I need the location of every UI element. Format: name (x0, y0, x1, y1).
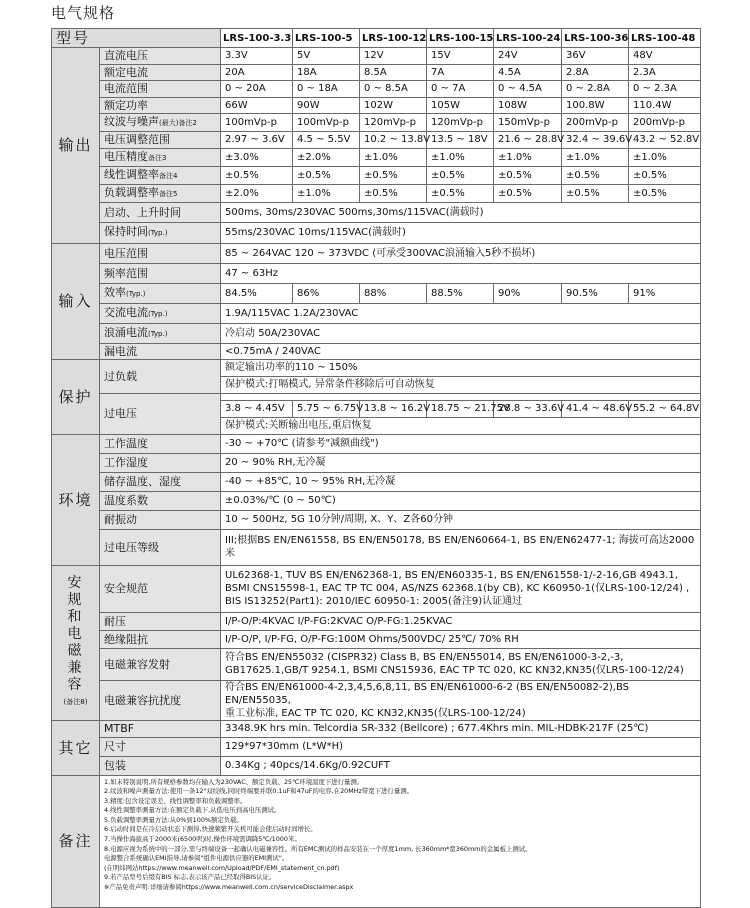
value-cell: ±1.0% (629, 148, 701, 166)
value-cell: 保护模式:关断输出电压,重启恢复 (221, 417, 701, 434)
row-label-cell (100, 263, 221, 283)
value-cell: 88% (360, 283, 427, 303)
row-label: 线性调整率 (104, 167, 159, 181)
value-cell: 2.8A (562, 64, 629, 81)
row-label-cell (100, 184, 221, 202)
category-label: 输入 (52, 243, 100, 359)
row-label-cell (100, 630, 221, 648)
row-label: 耐振动 (104, 513, 137, 526)
value-cell: -40 ~ +85℃, 10 ~ 95% RH,无冷凝 (221, 472, 701, 491)
value-cell: 91% (629, 283, 701, 303)
row-label-cell (100, 48, 221, 65)
row-label-cell (100, 202, 221, 223)
value-cell: 47 ~ 63Hz (221, 263, 701, 283)
value-cell: 10 ~ 500Hz, 5G 10分钟/周期, X、Y、Z各60分钟 (221, 510, 701, 529)
note-line: (在明纬网站https://www.meanwell.com/Upload/PDF/EMI_statement_cn.pdf) (104, 863, 340, 872)
value-cell: 2.3A (629, 64, 701, 81)
row-label: 电磁兼容发射 (104, 657, 170, 671)
model-name: LRS-100-36 (562, 29, 629, 48)
table-row (52, 263, 701, 283)
row-label-cell (100, 756, 221, 775)
value-cell: 5.75 ~ 6.75V (293, 400, 360, 417)
row-label: 电流范围 (104, 82, 148, 96)
row-label-cell (100, 81, 221, 98)
text-line: BIS IS13252(Part1): 2010/IEC 60950-1: 2005(备注9)认证通过 (225, 596, 523, 607)
value-cell: 3.3V (221, 48, 293, 65)
row-label-cell (100, 472, 221, 491)
table-row (52, 343, 701, 359)
spec-table (51, 28, 701, 908)
value-cell: ±1.0% (293, 184, 360, 202)
note-line: 4.线性调整率测量方法:在额定负载下,从低电压到高电压测试。 (104, 806, 281, 815)
text-line: 符合BS EN/EN61000-4-2,3,4,5,6,8,11, BS EN/EN61000-6-2 (BS EN/EN50082-2),BS EN/EN55035, (225, 681, 629, 706)
row-label-cell (100, 648, 221, 680)
value-cell: ±0.5% (494, 184, 562, 202)
value-cell: ±0.5% (562, 166, 629, 184)
value-cell: III;根据BS EN/EN61558, BS EN/EN50178, BS EN/EN60664-1, BS EN/EN62477-1; 海拔可高达2000米 (221, 529, 701, 565)
category-label: 输出 (52, 48, 100, 244)
value-cell: 100mVp-p (221, 114, 293, 132)
value-cell: 88.5% (427, 283, 494, 303)
row-label-cell (100, 434, 221, 453)
table-row (52, 720, 701, 737)
value-cell: 0 ~ 8.5A (360, 81, 427, 98)
text-line: UL62368-1, TUV BS EN/EN62368-1, BS EN/EN60335-1, BS EN/EN61558-1/-2-16,GB 4943.1, (225, 570, 678, 581)
table-row (52, 472, 701, 491)
row-label-cell (100, 393, 221, 434)
note-line: 9.若产品型号后缀有BIS 标志,表示该产品已经取得BIS认证。 (104, 873, 276, 882)
table-row (52, 737, 701, 756)
row-label-cell (100, 283, 221, 303)
row-label-cell (100, 166, 221, 184)
table-row (52, 359, 701, 376)
value-cell: 8.5A (360, 64, 427, 81)
model-name: LRS-100-48 (629, 29, 701, 48)
table-row (52, 630, 701, 648)
value-cell: 48V (629, 48, 701, 65)
value-cell: 保护模式:打嗝模式, 异常条件移除后可自动恢复 (221, 376, 701, 393)
row-label-cell (100, 243, 221, 263)
row-label: 耐压 (104, 614, 126, 628)
value-cell: 4.5A (494, 64, 562, 81)
value-cell: 12V (360, 48, 427, 65)
value-cell: ±0.5% (427, 166, 494, 184)
table-row (52, 97, 701, 114)
value-cell: ±0.5% (629, 184, 701, 202)
value-cell: 24V (494, 48, 562, 65)
value-cell: 84.5% (221, 283, 293, 303)
value-cell: 129*97*30mm (L*W*H) (221, 737, 701, 756)
value-cell: 102W (360, 97, 427, 114)
table-row (52, 323, 701, 343)
value-cell: 105W (427, 97, 494, 114)
row-label: 过负载 (104, 369, 137, 383)
row-label: 漏电流 (104, 344, 137, 358)
table-row (52, 48, 701, 65)
value-cell: ±0.5% (360, 166, 427, 184)
row-label-note: (Typ.) (126, 289, 146, 298)
value-cell: ±3.0% (221, 148, 293, 166)
row-label: 安全规范 (104, 582, 148, 595)
category-label: 其它 (52, 720, 100, 775)
row-label: 电压调整范围 (104, 133, 170, 147)
value-cell: 108W (494, 97, 562, 114)
value-cell: 120mVp-p (427, 114, 494, 132)
value-cell: ±1.0% (562, 148, 629, 166)
value-cell: 21.6 ~ 28.8V (494, 132, 562, 149)
row-label-cell (100, 97, 221, 114)
row-label-cell (100, 612, 221, 630)
note-line: 8.电源应视为系统中的一部分,需与终端设备一起确认电磁兼容性。所有EMC测试的样品安装在一个厚度1mm, 长360mm*宽360mm的金属板上测试。 (104, 844, 532, 853)
value-cell: 90.5% (562, 283, 629, 303)
value-cell: ±0.5% (293, 166, 360, 184)
value-cell: 5V (293, 48, 360, 65)
value-cell: 500ms, 30ms/230VAC 500ms,30ms/115VAC(满载时) (221, 202, 701, 223)
row-label: 启动、上升时间 (104, 205, 181, 219)
value-cell: I/P-O/P, I/P-FG, O/P-FG:100M Ohms/500VDC/ 25℃/ 70% RH (221, 630, 701, 648)
table-row (52, 453, 701, 472)
table-row (52, 243, 701, 263)
row-label-cell (100, 529, 221, 565)
value-cell: 200mVp-p (629, 114, 701, 132)
table-row (52, 184, 701, 202)
row-label-cell (100, 453, 221, 472)
value-cell: ±0.5% (629, 166, 701, 184)
row-label: 电压范围 (104, 246, 148, 260)
value-cell: 7A (427, 64, 494, 81)
value-cell: 13.8 ~ 16.2V (360, 400, 427, 417)
row-label-cell (100, 510, 221, 529)
value-cell: 36V (562, 48, 629, 65)
table-row (52, 680, 701, 720)
table-row (52, 510, 701, 529)
value-cell: ±0.5% (494, 166, 562, 184)
value-cell: 100mVp-p (293, 114, 360, 132)
row-label: 电压精度 (104, 149, 148, 163)
value-cell: 20A (221, 64, 293, 81)
category-note: (备注8) (63, 697, 88, 706)
model-name: LRS-100-24 (494, 29, 562, 48)
value-cell: 0 ~ 2.8A (562, 81, 629, 98)
table-row (52, 148, 701, 166)
row-label: 包装 (104, 759, 126, 772)
model-name: LRS-100-15 (427, 29, 494, 48)
row-label-cell (100, 114, 221, 132)
value-cell: 66W (221, 97, 293, 114)
model-name: LRS-100-12 (360, 29, 427, 48)
value-cell: 28.8 ~ 33.6V (494, 400, 562, 417)
value-cell: 0 ~ 18A (293, 81, 360, 98)
value-cell: 43.2 ~ 52.8V (629, 132, 701, 149)
row-label-cell (100, 343, 221, 359)
row-label: 储存温度、湿度 (104, 475, 181, 488)
text-line: 符合BS EN/EN55032 (CISPR32) Class B, BS EN/EN55014, BS EN/EN61000-3-2,-3, (225, 652, 624, 663)
table-row (52, 132, 701, 149)
page-title: 电气规格 (51, 4, 116, 22)
table-row (52, 223, 701, 244)
table-row (52, 612, 701, 630)
category-label: 备注 (52, 775, 100, 907)
row-label-note: (Typ.) (148, 309, 168, 318)
value-cell: 额定输出功率的110 ~ 150% (221, 359, 701, 376)
value-cell: ±1.0% (427, 148, 494, 166)
value-cell: 32.4 ~ 39.6V (562, 132, 629, 149)
value-cell: 110.4W (629, 97, 701, 114)
value-cell: 1.9A/115VAC 1.2A/230VAC (221, 303, 701, 323)
row-label: 直流电压 (104, 49, 148, 63)
value-cell: 3.8 ~ 4.45V (221, 400, 293, 417)
note-line: 2.纹波和噪声测量方法:使用一条12"双绞线,同时终端要并联0.1uF和47uF的电容,在20MHz带宽下进行量测。 (104, 787, 413, 796)
value-cell: ±0.5% (562, 184, 629, 202)
table-row (52, 775, 701, 907)
note-line: 6.启动时间是在冷启动状态下测得,快速频繁开关机可能会使启动时间增长。 (104, 825, 317, 834)
value-cell: ±2.0% (221, 184, 293, 202)
row-label: 工作温度 (104, 437, 148, 450)
value-cell: ±2.0% (293, 148, 360, 166)
value-cell (221, 565, 701, 612)
row-label: 额定电流 (104, 65, 148, 79)
row-label: 负载调整率 (104, 185, 159, 199)
value-cell: ±1.0% (494, 148, 562, 166)
row-label-cell (100, 680, 221, 720)
row-label-cell (100, 323, 221, 343)
row-label-note: 备注4 (159, 171, 178, 180)
value-cell: 0 ~ 4.5A (494, 81, 562, 98)
value-cell: 100.8W (562, 97, 629, 114)
row-label-cell (100, 359, 221, 393)
row-label-note: (Typ.) (148, 229, 168, 238)
row-label-note: (最大)备注2 (159, 119, 197, 127)
row-label: 尺寸 (104, 740, 126, 753)
row-label-cell (100, 64, 221, 81)
table-row (52, 491, 701, 510)
row-label: 频率范围 (104, 266, 148, 280)
value-cell: ±0.5% (360, 184, 427, 202)
value-cell: 0 ~ 2.3A (629, 81, 701, 98)
row-label: 交流电流 (104, 305, 148, 319)
value-cell: 18A (293, 64, 360, 81)
row-label: 额定功率 (104, 98, 148, 112)
value-cell: 18.75 ~ 21.75V (427, 400, 494, 417)
category-title: 安规和电磁兼容 (67, 574, 84, 693)
row-label-cell (100, 223, 221, 244)
value-cell: 2.97 ~ 3.6V (221, 132, 293, 149)
value-cell: 86% (293, 283, 360, 303)
value-cell: 85 ~ 264VAC 120 ~ 373VDC (可承受300VAC浪涌输入5秒不损坏) (221, 243, 701, 263)
text-line: BSMI CNS15598-1, EAC TP TC 004, AS/NZS 62368.1(by CB), KC K60950-1(仅LRS-100-12/24) , (225, 583, 690, 594)
note-line: 3.精度:包含设定误差、线性调整率和负载调整率。 (104, 796, 247, 805)
value-cell: 13.5 ~ 18V (427, 132, 494, 149)
text-line: GB17625.1,GB/T 9254.1, BSMI CNS15936, EAC TP TC 020, KC KN32,KN35(仅LRS-100-12/24) (225, 665, 684, 676)
table-row (52, 393, 701, 400)
table-row (52, 202, 701, 223)
table-row (52, 166, 701, 184)
value-cell: 55.2 ~ 64.8V (629, 400, 701, 417)
row-label-note: (Typ.) (148, 329, 168, 338)
row-label-cell (100, 132, 221, 149)
value-cell: 150mVp-p (494, 114, 562, 132)
header-row (52, 29, 701, 48)
value-cell: 0 ~ 20A (221, 81, 293, 98)
row-label: 效率 (104, 285, 126, 299)
note-line: 7.当操作海拔高于2000米(6500呎)时,操作环境需调降5℃/1000米。 (104, 835, 301, 844)
text-line: 重工业标准, EAC TP TC 020, KC KN32,KN35(仅LRS-100-12/24) (225, 707, 526, 719)
value-cell (221, 680, 701, 720)
value-cell: -30 ~ +70℃ (请参考"减额曲线") (221, 434, 701, 453)
note-line: ※产品免责声明:详细请参阅https://www.meanwell.com.cn/serviceDisclaimer.aspx (104, 883, 354, 892)
value-cell: 20 ~ 90% RH,无冷凝 (221, 453, 701, 472)
value-cell: ±0.5% (427, 184, 494, 202)
row-label-cell (100, 565, 221, 612)
row-label: 保持时间 (104, 225, 148, 239)
table-row (52, 529, 701, 565)
model-label: 型号 (52, 29, 221, 48)
note-line: 1.如未特别说明,所有规格参数均在输入为230VAC、额定负载、25℃环境温度下进行量测。 (104, 777, 364, 786)
row-label: 纹波与噪声 (104, 115, 159, 128)
table-row (52, 756, 701, 775)
row-label-cell (100, 720, 221, 737)
value-cell: ±0.5% (221, 166, 293, 184)
table-row (52, 64, 701, 81)
note-line: 电源整合系统确认EMI指导,请参阅"组件电源供应器的EMI测试"。 (104, 854, 289, 863)
value-cell: 3348.9K hrs min. Telcordia SR-332 (Bellcore) ; 677.4Khrs min. MIL-HDBK-217F (25℃) (221, 720, 701, 737)
value-cell: 200mVp-p (562, 114, 629, 132)
value-cell: 0.34Kg ; 40pcs/14.6Kg/0.92CUFT (221, 756, 701, 775)
table-row (52, 303, 701, 323)
row-label: 过电压等级 (104, 540, 159, 554)
row-label: MTBF (104, 722, 135, 735)
model-name: LRS-100-3.3 (221, 29, 293, 48)
value-cell: 冷启动 50A/230VAC (221, 323, 701, 343)
table-row (52, 648, 701, 680)
value-cell: 55ms/230VAC 10ms/115VAC(满载时) (221, 223, 701, 244)
table-row (52, 114, 701, 132)
table-row (52, 283, 701, 303)
row-label-note: 备注5 (159, 189, 178, 198)
row-label-cell (100, 491, 221, 510)
row-label: 工作湿度 (104, 456, 148, 469)
value-cell: 90W (293, 97, 360, 114)
table-row (52, 434, 701, 453)
row-label-cell (100, 737, 221, 756)
row-label: 电磁兼容抗扰度 (104, 693, 181, 707)
value-cell: <0.75mA / 240VAC (221, 343, 701, 359)
category-label: 环境 (52, 434, 100, 565)
row-label: 温度系数 (104, 494, 148, 507)
model-name: LRS-100-5 (293, 29, 360, 48)
spacer-cell (221, 393, 701, 400)
note-line: 5.负载调整率测量方法:从0%到100%额定负载。 (104, 815, 243, 824)
value-cell: 41.4 ~ 48.6V (562, 400, 629, 417)
row-label: 绝缘阻抗 (104, 632, 148, 646)
value-cell: 10.2 ~ 13.8V (360, 132, 427, 149)
row-label-cell (100, 303, 221, 323)
value-cell: 120mVp-p (360, 114, 427, 132)
value-cell: ±1.0% (360, 148, 427, 166)
row-label: 过电压 (104, 407, 137, 420)
row-label-cell (100, 148, 221, 166)
row-label: 浪涌电流 (104, 325, 148, 339)
value-cell: 0 ~ 7A (427, 81, 494, 98)
category-label (52, 565, 100, 720)
value-cell: 15V (427, 48, 494, 65)
table-row (52, 81, 701, 98)
row-label-note: 备注3 (148, 153, 167, 162)
value-cell: ±0.03%/℃ (0 ~ 50℃) (221, 491, 701, 510)
value-cell (221, 648, 701, 680)
category-label: 保护 (52, 359, 100, 434)
table-row (52, 565, 701, 612)
value-cell: I/P-O/P:4KVAC I/P-FG:2KVAC O/P-FG:1.25KVAC (221, 612, 701, 630)
value-cell: 4.5 ~ 5.5V (293, 132, 360, 149)
value-cell: 90% (494, 283, 562, 303)
notes-cell (100, 775, 701, 907)
